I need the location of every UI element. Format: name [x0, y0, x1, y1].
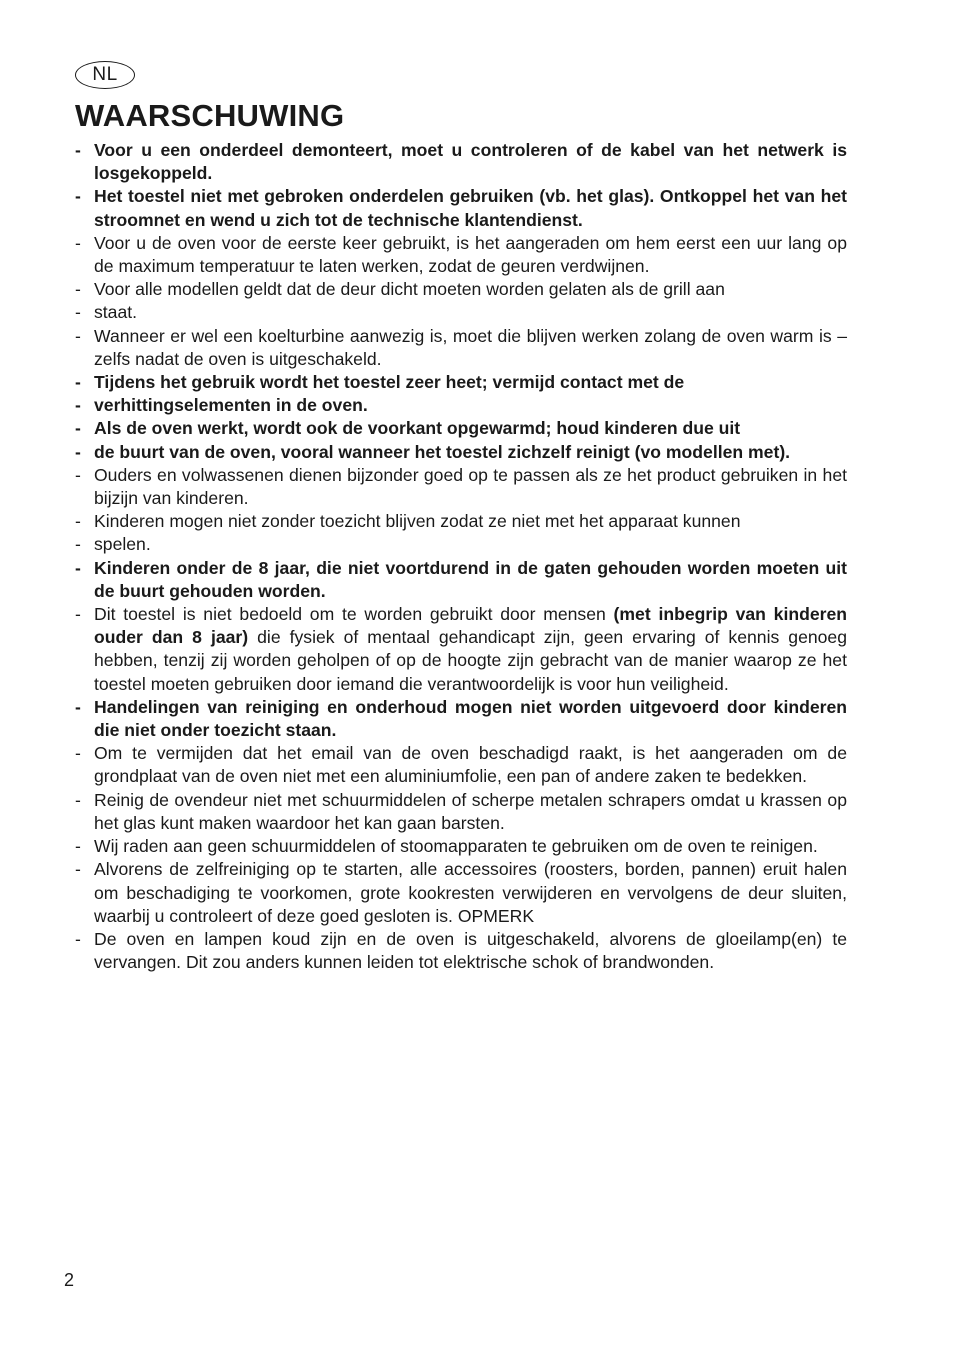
warning-item	[75, 394, 847, 417]
bullet-dash: -	[75, 186, 81, 207]
warning-text: Voor alle modellen geldt dat de deur dicht moeten worden gelaten als de grill aan	[94, 279, 725, 300]
bullet-dash: -	[75, 789, 81, 810]
warning-text: Alvorens de zelfreiniging op te starten, alle accessoires (roosters, borden, pannen) eruit halen om beschadiging te voorkomen, grote kookresten verwijderen en vervolgens de deur sluiten, waarbij u controleert of deze goed gesloten is. OPMERK	[94, 859, 847, 926]
bullet-dash: -	[75, 534, 81, 555]
page-title: WAARSCHUWING	[75, 98, 345, 133]
warning-text: Voor u de oven voor de eerste keer gebruikt, is het aangeraden om hem eerst een uur lang op de maximum temperatuur te laten werken, zodat de geuren verdwijnen.	[94, 232, 847, 277]
bullet-dash: -	[75, 928, 81, 949]
warning-text: Handelingen van reiniging en onderhoud mogen niet worden uitgevoerd door kinderen die niet onder toezicht staan.	[94, 696, 847, 741]
bullet-dash: -	[75, 325, 81, 346]
warning-text: Tijdens het gebruik wordt het toestel zeer heet; vermijd contact met de	[94, 372, 685, 393]
bullet-dash: -	[75, 859, 81, 880]
warning-item	[75, 928, 847, 974]
warning-text: Voor u een onderdeel demonteert, moet u controleren of de kabel van het netwerk is losgekoppeld.	[94, 140, 847, 184]
warning-item	[75, 858, 847, 928]
warning-text-emphasis: (met inbegrip van kinderen ouder dan 8 jaar)	[94, 604, 847, 648]
bullet-dash: -	[75, 418, 81, 439]
warning-item	[75, 139, 847, 185]
warning-item	[75, 185, 847, 231]
warning-text: Wij raden aan geen schuurmiddelen of stoomapparaten te gebruiken om de oven te reinigen.	[94, 836, 818, 857]
warning-text: verhittingselementen in de oven.	[94, 395, 368, 416]
warning-text: Het toestel niet met gebroken onderdelen gebruiken (vb. het glas). Ontkoppel het van het stroomnet en wend u zich tot de technische klantendienst.	[94, 186, 847, 230]
bullet-dash: -	[75, 395, 81, 416]
language-badge: NL	[75, 61, 135, 89]
bullet-dash: -	[75, 743, 81, 764]
warning-text: Kinderen onder de 8 jaar, die niet voortdurend in de gaten gehouden worden moeten uit de buurt gehouden worden.	[94, 557, 847, 601]
warning-item	[75, 371, 847, 394]
bullet-dash: -	[75, 372, 81, 393]
warning-item	[75, 417, 847, 440]
warning-item	[75, 742, 847, 788]
warning-text: Wanneer er wel een koelturbine aanwezig is, moet die blijven werken zolang de oven warm is – zelfs nadat de oven is uitgeschakeld.	[94, 325, 847, 369]
warning-item	[75, 278, 847, 301]
bullet-dash: -	[75, 464, 81, 485]
warning-text: staat.	[94, 302, 138, 323]
warning-item	[75, 603, 847, 696]
warning-text: Dit toestel is niet bedoeld om te worden gebruikt door mensen	[94, 604, 614, 625]
warning-text: de buurt van de oven, vooral wanneer het toestel zichzelf reinigt (vo modellen met).	[94, 441, 791, 462]
bullet-dash: -	[75, 232, 81, 253]
bullet-dash: -	[75, 302, 81, 323]
warning-item	[75, 441, 847, 464]
warning-item	[75, 464, 847, 510]
warning-item	[75, 835, 847, 858]
bullet-dash: -	[75, 140, 81, 160]
warning-text: die fysiek of mentaal gehandicapt zijn, geen ervaring of kennis genoeg hebben, tenzij zij worden geholpen of op de hoogte zijn gebracht van de manier waarop ze het toestel moeten gebruiken door iemand die verantwoordelijk is voor hun veiligheid.	[94, 627, 847, 694]
warning-list	[75, 139, 847, 974]
bullet-dash: -	[75, 511, 81, 532]
bullet-dash: -	[75, 836, 81, 857]
warning-text: De oven en lampen koud zijn en de oven is uitgeschakeld, alvorens de gloeilamp(en) te vervangen. Dit zou anders kunnen leiden tot elektrische schok of brandwonden.	[94, 928, 847, 973]
warning-text: Om te vermijden dat het email van de oven beschadigd raakt, is het aangeraden om de grondplaat van de oven niet met een aluminiumfolie, een pan of andere zaken te bedekken.	[94, 743, 847, 787]
warning-text: Kinderen mogen niet zonder toezicht blijven zodat ze niet met het apparaat kunnen	[94, 511, 741, 532]
warning-item	[75, 510, 847, 533]
bullet-dash: -	[75, 441, 81, 462]
warning-item	[75, 301, 847, 324]
warning-item	[75, 325, 847, 371]
warning-text: Reinig de ovendeur niet met schuurmiddelen of scherpe metalen schrapers omdat u krassen op het glas kunt maken waardoor het kan gaan barsten.	[94, 789, 847, 833]
bullet-dash: -	[75, 604, 81, 625]
warning-item	[75, 557, 847, 603]
bullet-dash: -	[75, 557, 81, 578]
warning-item	[75, 696, 847, 742]
bullet-dash: -	[75, 279, 81, 300]
warning-item	[75, 232, 847, 278]
warning-text: Ouders en volwassenen dienen bijzonder goed op te passen als ze het product gebruiken in het bijzijn van kinderen.	[94, 464, 847, 509]
warning-text: spelen.	[94, 534, 151, 555]
warning-item	[75, 789, 847, 835]
warning-item	[75, 533, 847, 556]
bullet-dash: -	[75, 696, 81, 717]
warning-text: Als de oven werkt, wordt ook de voorkant opgewarmd; houd kinderen due uit	[94, 418, 741, 439]
page-number: 2	[64, 1270, 75, 1290]
